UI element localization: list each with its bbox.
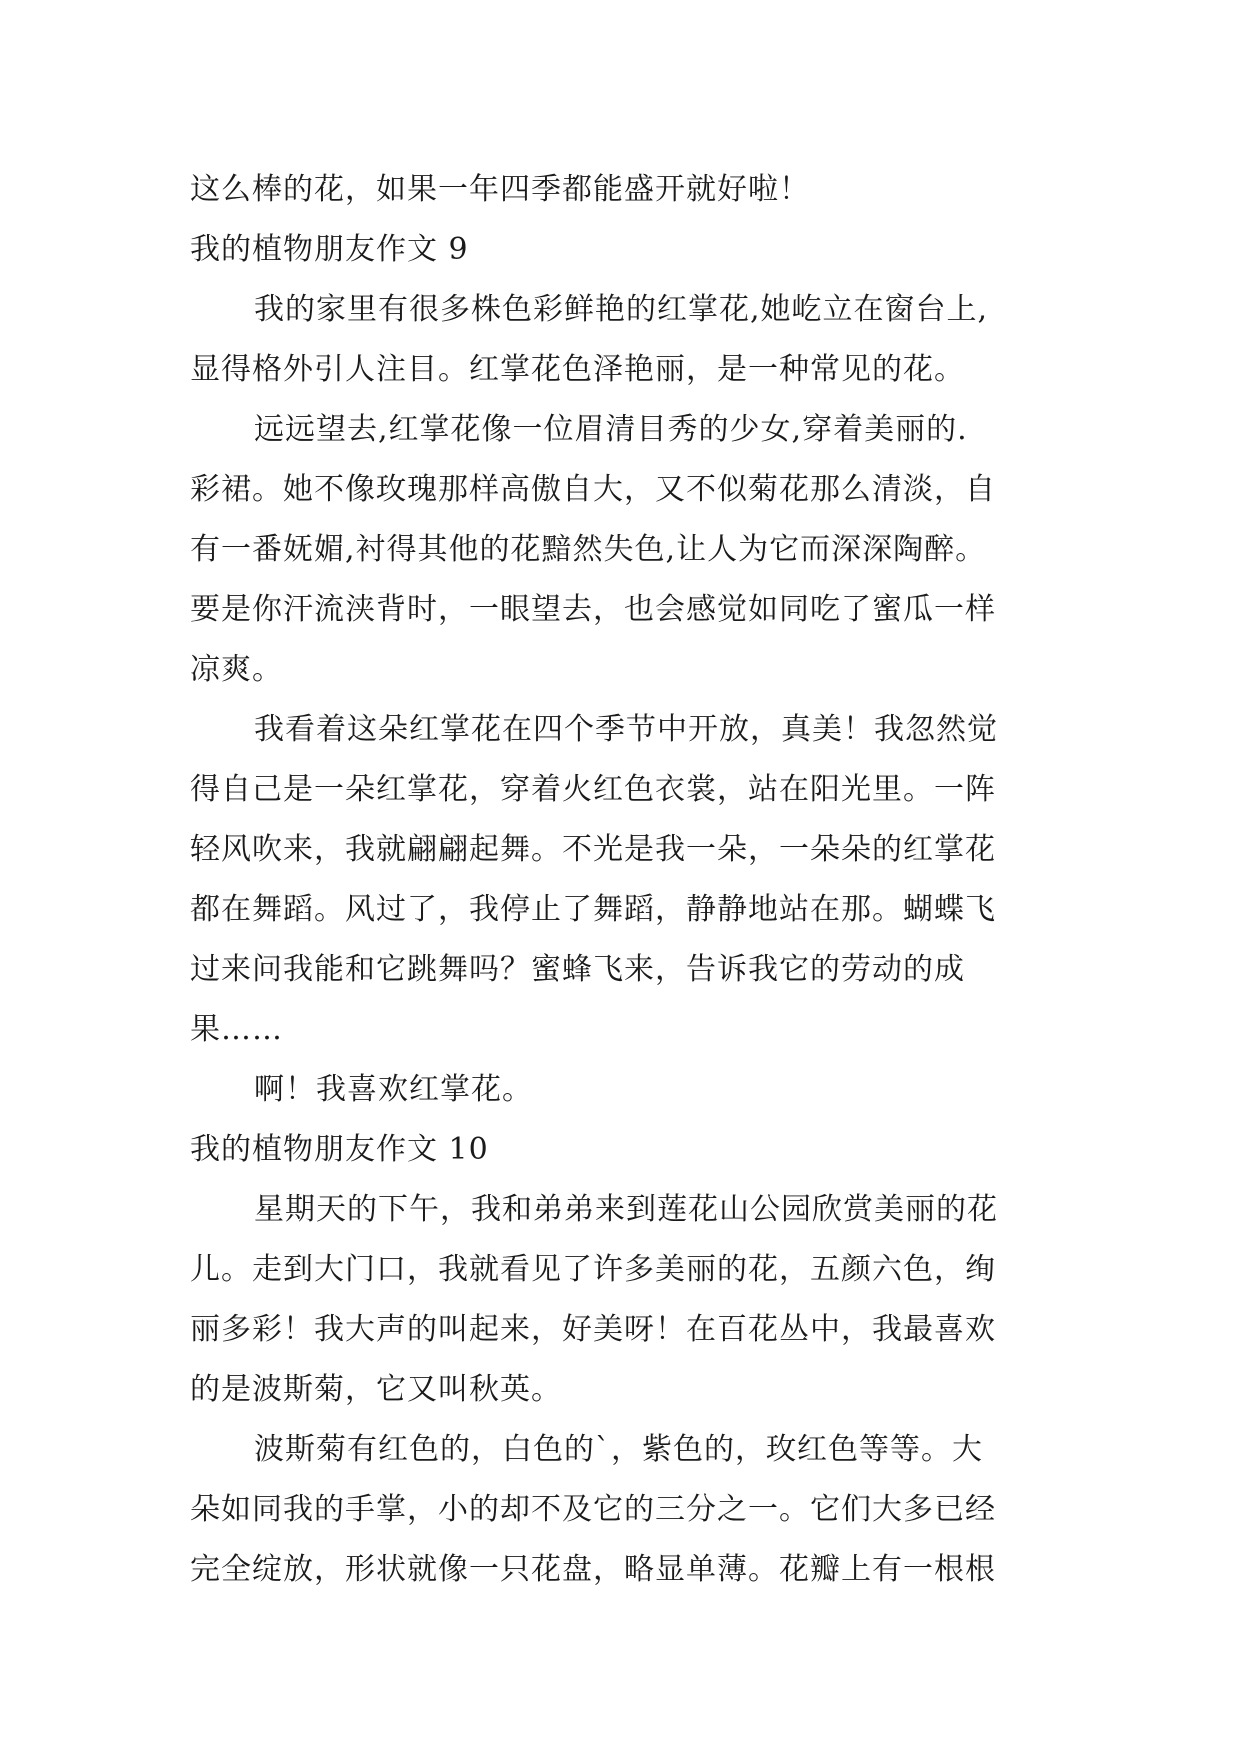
text-line: 完全绽放，形状就像一只花盘，略显单薄。花瓣上有一根根 [190, 1552, 996, 1587]
section-heading: 我的植物朋友作文 9 [190, 232, 469, 267]
section-heading: 我的植物朋友作文 10 [190, 1132, 489, 1167]
text-line: 显得格外引人注目。红掌花色泽艳丽，是一种常见的花。 [190, 352, 965, 387]
paragraph-line: 我看着这朵红掌花在四个季节中开放，真美！我忽然觉 [254, 712, 998, 747]
paragraph-line: 我的家里有很多株色彩鲜艳的红掌花,她屹立在窗台上, [254, 292, 989, 327]
text-line: 儿。走到大门口，我就看见了许多美丽的花，五颜六色，绚 [190, 1252, 996, 1287]
text-line: 轻风吹来，我就翩翩起舞。不光是我一朵，一朵朵的红掌花 [190, 832, 996, 867]
text-line: 有一番妩媚,衬得其他的花黯然失色,让人为它而深深陶醉。 [190, 532, 987, 567]
text-line: 丽多彩！我大声的叫起来，好美呀！在百花丛中，我最喜欢 [190, 1312, 996, 1347]
paragraph-line: 星期天的下午，我和弟弟来到莲花山公园欣赏美丽的花 [254, 1192, 998, 1227]
text-line: 要是你汗流浃背时，一眼望去，也会感觉如同吃了蜜瓜一样 [190, 592, 996, 627]
text-line: 果…… [190, 1012, 283, 1047]
paragraph-line: 波斯菊有红色的，白色的`，紫色的，玫红色等等。大 [254, 1432, 983, 1467]
text-line: 得自己是一朵红掌花，穿着火红色衣裳，站在阳光里。一阵 [190, 772, 996, 807]
text-line: 的是波斯菊，它又叫秋英。 [190, 1372, 562, 1407]
paragraph-line: 啊！我喜欢红掌花。 [254, 1072, 533, 1107]
document-body [190, 160, 1090, 1600]
paragraph-line: 远远望去,红掌花像一位眉清目秀的少女,穿着美丽的. [254, 412, 968, 447]
text-line: 都在舞蹈。风过了，我停止了舞蹈，静静地站在那。蝴蝶飞 [190, 892, 996, 927]
text-line: 过来问我能和它跳舞吗？蜜蜂飞来，告诉我它的劳动的成 [190, 952, 965, 987]
text-line: 这么棒的花，如果一年四季都能盛开就好啦！ [190, 172, 810, 207]
text-line: 朵如同我的手掌，小的却不及它的三分之一。它们大多已经 [190, 1492, 996, 1527]
text-line: 凉爽。 [190, 652, 283, 687]
text-line: 彩裙。她不像玫瑰那样高傲自大，又不似菊花那么清淡，自 [190, 472, 996, 507]
